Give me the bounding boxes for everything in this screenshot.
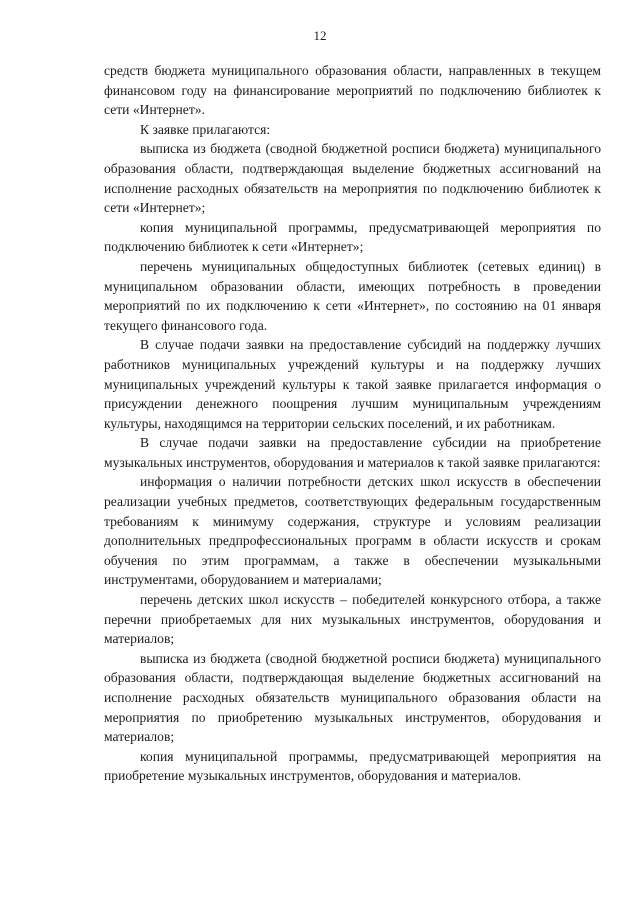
paragraph-program-copy: копия муниципальной программы, предусматривающей мероприятия по подключению библиотек к сети «Интернет»; bbox=[104, 219, 601, 255]
paragraph-instruments-program-copy: копия муниципальной программы, предусматривающей мероприятия на приобретение музыкальных инструментов, оборудования и материалов. bbox=[104, 748, 601, 784]
page-number: 12 bbox=[313, 28, 327, 43]
paragraph-instruments-subsidy: В случае подачи заявки на предоставление субсидии на приобретение музыкальных инструментов, оборудования и материалов к такой заявке прилагаются: bbox=[104, 435, 601, 470]
paragraph-best-workers-subsidy: В случае подачи заявки на предоставление субсидий на поддержку лучших работников муниципальных учреждений культуры и на поддержку лучших муниципальных учреждений культуры к такой заявке прилагается информация о присуждении денежного поощрения лучшим муниципальным учреждениям культуры, находящимся на территории сельских поселений, и их работникам. bbox=[104, 337, 601, 431]
paragraph-budget-extract: выписка из бюджета (сводной бюджетной росписи бюджета) муниципального образования области, подтверждающая выделение бюджетных ассигнований на исполнение расходных обязательств на мероприятия по подключению библиотек к сети «Интернет»; bbox=[104, 141, 601, 216]
document-body bbox=[104, 61, 601, 786]
paragraph-attachments-heading: К заявке прилагаются: bbox=[140, 121, 271, 137]
paragraph-schools-needs-info: информация о наличии потребности детских школ искусств в обеспечении реализации учебных предметов, соответствующих федеральным государственным требованиям к минимуму содержания, структуре и условиям реализации дополнительных предпрофессиональных программ в области искусств и срокам обучения по этим программам, а также в обеспечении музыкальными инструментами, оборудованием и материалами; bbox=[104, 474, 601, 588]
paragraph-instruments-budget-extract: выписка из бюджета (сводной бюджетной росписи бюджета) муниципального образования области, подтверждающая выделение бюджетных ассигнований на исполнение расходных обязательств муниципального образования области на мероприятия по приобретению музыкальных инструментов, оборудования и материалов; bbox=[104, 650, 601, 745]
paragraph-schools-winners-list: перечень детских школ искусств – победителей конкурсного отбора, а также перечни приобретаемых для них музыкальных инструментов, оборудования и материалов; bbox=[104, 592, 601, 647]
paragraph-library-list: перечень муниципальных общедоступных библиотек (сетевых единиц) в муниципальном образовании области, имеющих потребность в проведении мероприятий по их подключению к сети «Интернет», по состоянию на 01 января текущего финансового года. bbox=[104, 258, 601, 333]
paragraph-funds-continuation: средств бюджета муниципального образования области, направленных в текущем финансовом году на финансирование мероприятий по подключению библиотек к сети «Интернет». bbox=[104, 63, 601, 118]
